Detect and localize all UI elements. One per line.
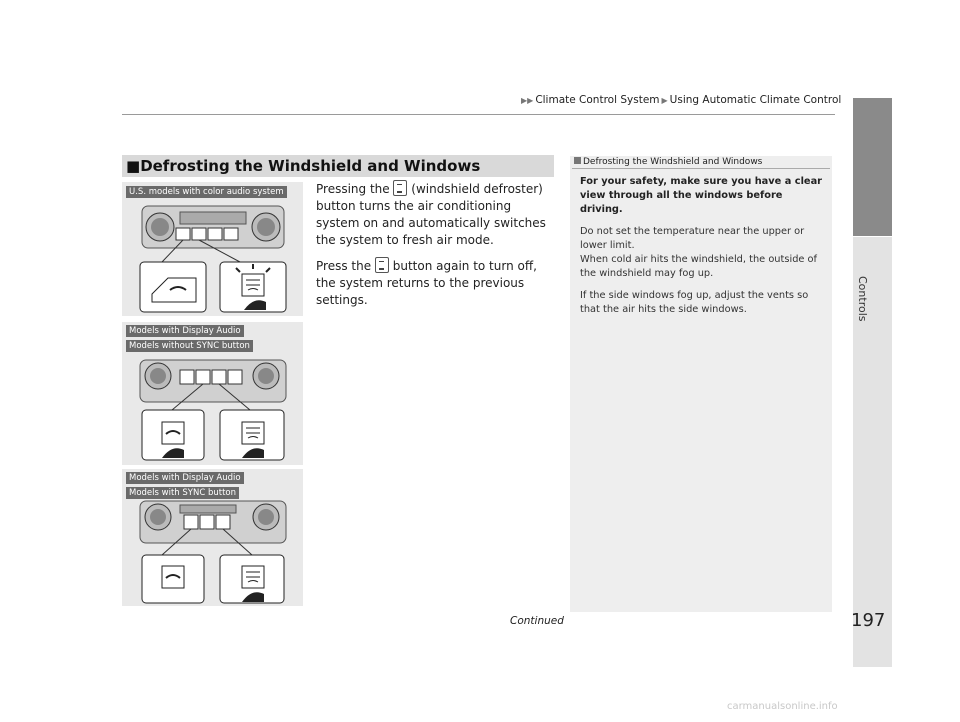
figure-display-audio-sync xyxy=(122,469,303,606)
figure-label: Models with Display Audio xyxy=(126,325,244,337)
note-paragraph: When cold air hits the windshield, the outside of the windshield may fog up. xyxy=(580,254,817,279)
breadcrumb-arrow-icon: ▶ xyxy=(661,96,668,105)
note-divider xyxy=(572,168,830,169)
chapter-tab[interactable] xyxy=(853,98,892,236)
figure-label: Models with SYNC button xyxy=(126,487,239,499)
figure-label: Models without SYNC button xyxy=(126,340,253,352)
figure-label: Models with Display Audio xyxy=(126,472,244,484)
chapter-label-text: Controls xyxy=(856,276,869,322)
note-heading xyxy=(574,157,762,167)
header-divider xyxy=(122,114,835,115)
note-text xyxy=(580,175,825,325)
continued-label: Continued xyxy=(510,615,564,627)
climate-panel-illustration xyxy=(122,182,303,316)
chapter-label xyxy=(857,276,889,340)
page-number: 197 xyxy=(851,610,886,631)
figure-display-audio-no-sync xyxy=(122,322,303,465)
breadcrumb-item-1[interactable]: Climate Control System xyxy=(535,94,660,106)
figure-label: U.S. models with color audio system xyxy=(126,186,287,198)
section-marker-icon: ■ xyxy=(126,157,141,175)
figure-color-audio xyxy=(122,182,303,316)
note-safety-text: For your safety, make sure you have a clear view through all the windows before driving. xyxy=(580,176,823,215)
defroster-button-icon xyxy=(393,180,407,196)
breadcrumb-item-2[interactable]: Using Automatic Climate Control xyxy=(669,94,842,106)
defroster-button-icon xyxy=(375,257,389,273)
watermark: carmanualsonline.info xyxy=(727,701,838,712)
note-paragraph: Do not set the temperature near the upper or lower limit. xyxy=(580,226,805,251)
body-paragraph-2: Press the button again to turn off, the system returns to the previous settings. xyxy=(316,259,537,307)
section-title-text: Defrosting the Windshield and Windows xyxy=(140,157,481,175)
section-title xyxy=(126,157,480,175)
note-heading-text: Defrosting the Windshield and Windows xyxy=(583,157,763,167)
body-text xyxy=(316,180,554,317)
note-paragraph: If the side windows fog up, adjust the vents so that the air hits the side windows. xyxy=(580,290,809,315)
breadcrumb-arrow-icon: ▶▶ xyxy=(521,96,534,105)
body-paragraph-1: Pressing the (windshield defroster) button turns the air conditioning system on and automatically switches the system to fresh air mode. xyxy=(316,182,546,247)
reference-icon xyxy=(574,157,581,164)
breadcrumb xyxy=(519,94,841,106)
